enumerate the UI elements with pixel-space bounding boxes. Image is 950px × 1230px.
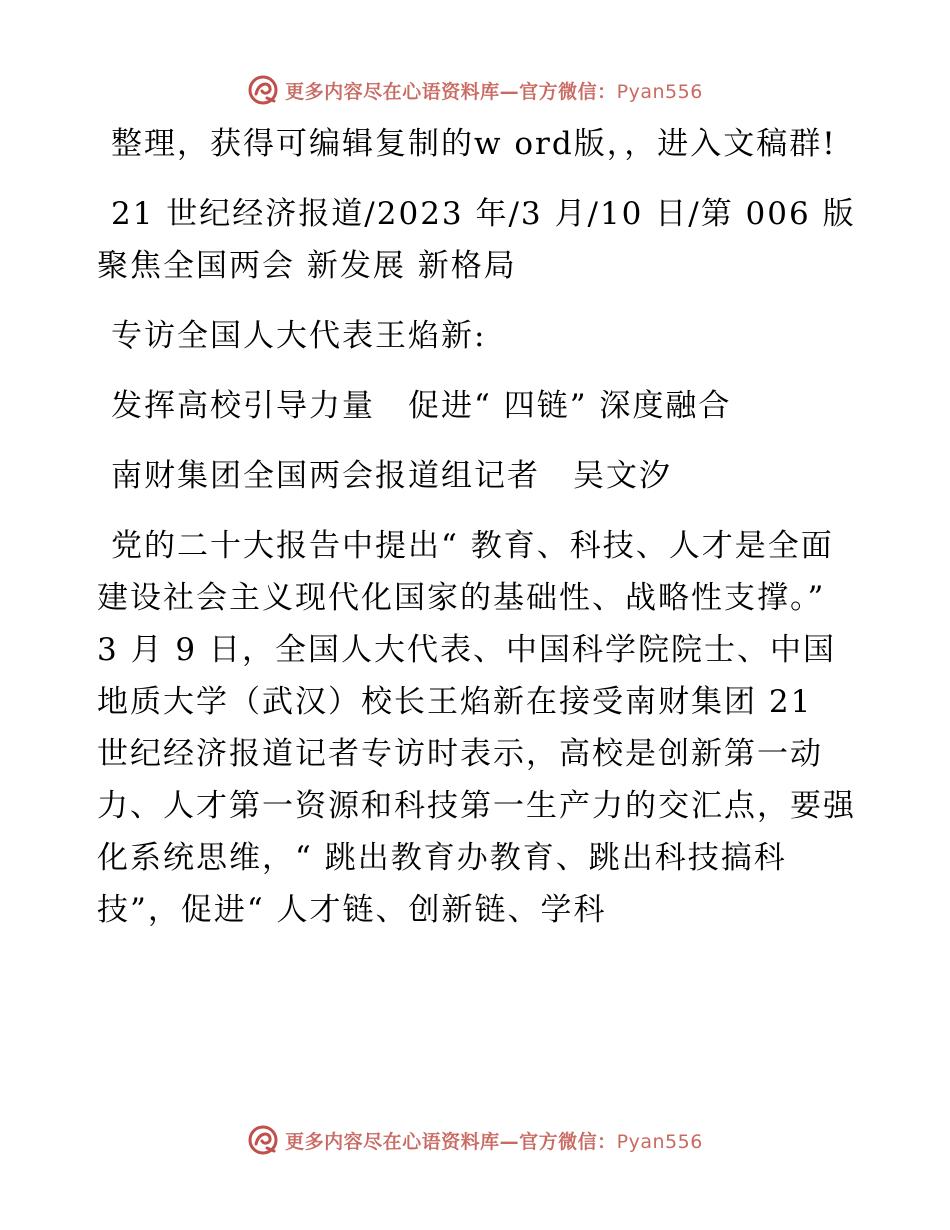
red-swirl-logo-icon [247,74,279,106]
body-paragraph: 党的二十大报告中提出“ 教育、科技、人才是全面建设社会主义现代化国家的基础性、战略性支撑。” 3 月 9 日，全国人大代表、中国科学院院士、中国地质大学（武汉）校长王焰新在接受南财集团 21 世纪经济报道记者专访时表示，高校是创新第一动力、人才第一资源和科技第一生产力的交汇点，要强化系统思维，“ 跳出教育办教育、跳出科技搞科技”，促进“ 人才链、创新链、学科 [97,528,856,928]
footer-watermark-banner [0,1120,950,1160]
banner-text: 更多内容尽在心语资料库—官方微信：Pyan556 [285,80,703,103]
banner-text: 更多内容尽在心语资料库—官方微信：Pyan556 [285,1130,703,1153]
byline: 南财集团全国两会报道组记者 吴文汐 [111,458,672,494]
intro-paragraph: 整理，获得可编辑复制的w ord版，，进入文稿群! [111,126,837,162]
header-watermark-banner [0,70,950,110]
interview-subtitle: 专访全国人大代表王焰新: [111,318,487,354]
article-headline: 发挥高校引导力量 促进“ 四链” 深度融合 [111,388,732,424]
document-body [97,118,857,936]
red-swirl-logo-icon [247,1124,279,1156]
source-line: 21 世纪经济报道/2023 年/3 月/10 日/第 006 版聚焦全国两会 新发展 新格局 [97,196,856,284]
